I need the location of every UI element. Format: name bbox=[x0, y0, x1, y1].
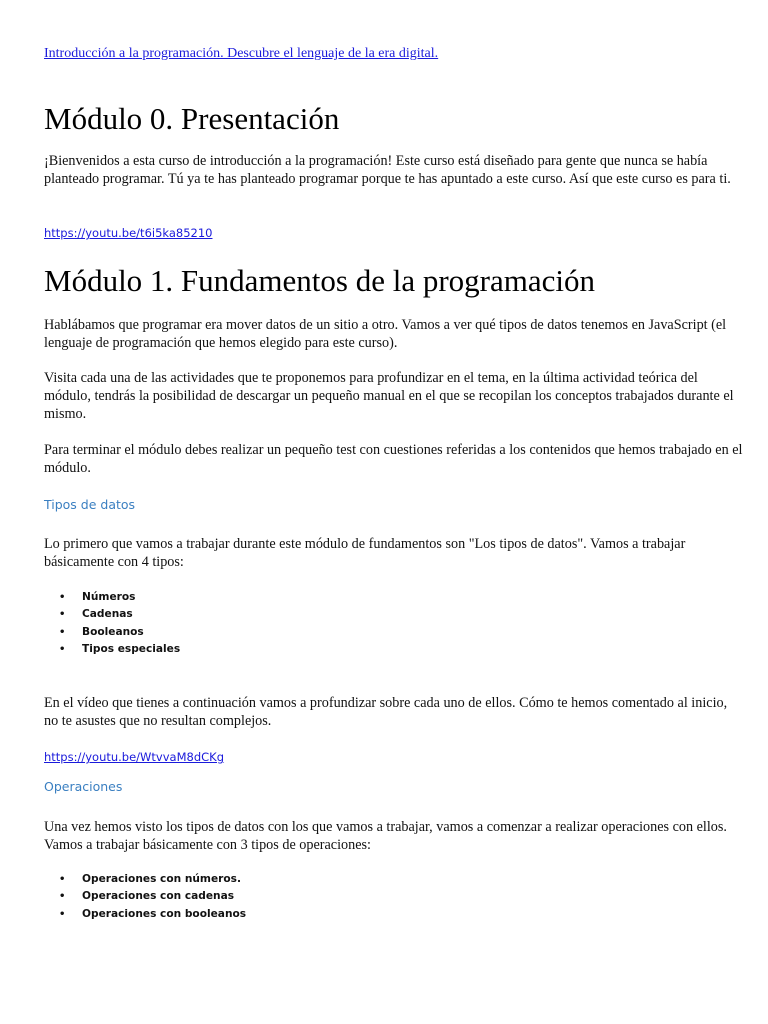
paragraph-test: Para terminar el módulo debes realizar un pequeño test con cuestiones referidas a los contenidos que hemos trabajado en el módulo. bbox=[44, 442, 743, 476]
list-operaciones bbox=[44, 871, 246, 923]
video-link-tipos[interactable]: https://youtu.be/WtvvaM8dCKg bbox=[44, 750, 225, 764]
list-item bbox=[44, 606, 180, 623]
list-item-label: Tipos especiales bbox=[82, 642, 181, 655]
paragraph-video-intro: En el vídeo que tienes a continuación vamos a profundizar sobre cada uno de ellos. Cómo te hemos comentado al inicio, no te asustes que no resultan complejos. bbox=[44, 695, 728, 729]
list-item-label: Operaciones con cadenas bbox=[82, 890, 235, 903]
paragraph-datos: Hablábamos que programar era mover datos de un sitio a otro. Vamos a ver qué tipos de datos tenemos en JavaScript (el lenguaje de programación que hemos elegido para este curso). bbox=[44, 317, 727, 351]
heading-tipos-de-datos: Tipos de datos bbox=[44, 497, 136, 512]
list-item-label: Operaciones con booleanos bbox=[82, 907, 247, 920]
video-link-presentacion[interactable]: https://youtu.be/t6i5ka85210 bbox=[44, 226, 213, 240]
list-item-label: Booleanos bbox=[82, 625, 144, 638]
bullet-icon: • bbox=[59, 609, 66, 621]
heading-operaciones: Operaciones bbox=[44, 779, 123, 794]
paragraph-tipos-intro: Lo primero que vamos a trabajar durante este módulo de fundamentos son "Los tipos de datos". Vamos a trabajar básicamente con 4 tipos: bbox=[44, 536, 686, 570]
bullet-icon: • bbox=[59, 874, 66, 885]
heading-modulo-0: Módulo 0. Presentación bbox=[44, 101, 340, 136]
paragraph-actividades: Visita cada una de las actividades que te proponemos para profundizar en el tema, en la última actividad teórica del módulo, tendrás la posibilidad de descargar un pequeño manual en el que se recopilan los conceptos trabajados durante el mismo. bbox=[44, 370, 734, 422]
heading-modulo-1: Módulo 1. Fundamentos de la programación bbox=[44, 263, 596, 298]
list-item bbox=[44, 871, 246, 888]
bullet-icon: • bbox=[59, 891, 66, 903]
list-item bbox=[44, 641, 180, 658]
list-item-label: Cadenas bbox=[82, 608, 133, 621]
list-item-label: Números bbox=[82, 591, 136, 603]
bullet-icon: • bbox=[59, 592, 66, 603]
list-tipos-de-datos bbox=[44, 589, 180, 658]
bullet-icon: • bbox=[59, 643, 66, 655]
bullet-icon: • bbox=[59, 626, 66, 638]
list-item-label: Operaciones con números. bbox=[82, 873, 241, 885]
list-item bbox=[44, 624, 180, 641]
paragraph-intro: ¡Bienvenidos a esta curso de introducción a la programación! Este curso está diseñado para gente que nunca se había planteado programar. Tú ya te has planteado programar porque te has apuntado a este curso. Así que este curso es para ti. bbox=[44, 153, 731, 187]
bullet-icon: • bbox=[59, 908, 66, 920]
list-item bbox=[44, 906, 246, 923]
paragraph-operaciones-intro: Una vez hemos visto los tipos de datos con los que vamos a trabajar, vamos a comenzar a realizar operaciones con ellos. Vamos a trabajar básicamente con 3 tipos de operaciones: bbox=[44, 819, 727, 853]
course-title-link[interactable]: Introducción a la programación. Descubre el lenguaje de la era digital. bbox=[44, 46, 439, 61]
list-item bbox=[44, 888, 246, 905]
list-item bbox=[44, 589, 180, 606]
